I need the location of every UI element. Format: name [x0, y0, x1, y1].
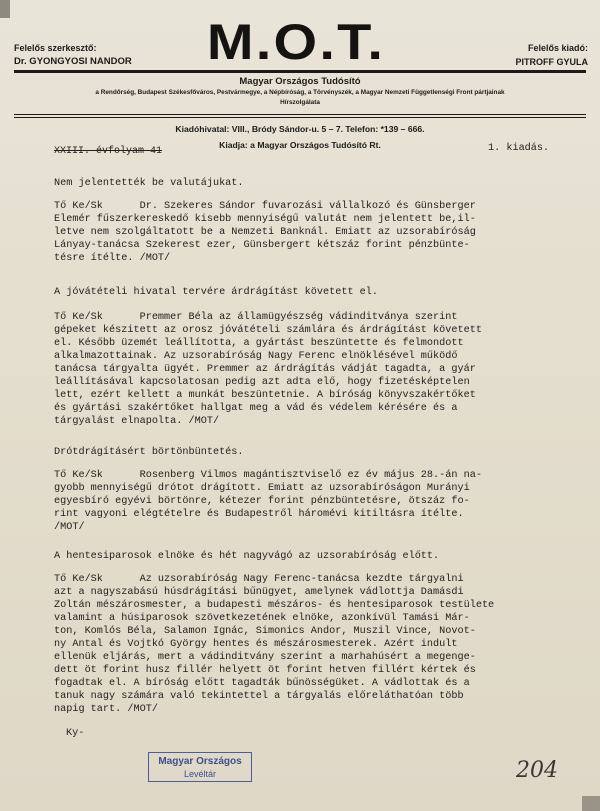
text-line: gyobb mennyiségű drótot drágított. Emiatt az uzsorabíróságon Murányi	[54, 483, 470, 494]
text-line: Lányay-tanácsa Szekerest ezer, Günsbergert kétszáz forint pénzbünte-	[54, 240, 470, 251]
edition-label: 1. kiadás.	[488, 143, 550, 154]
publishers-line	[14, 88, 586, 108]
editor-label: Felelős szerkesztő:	[14, 43, 97, 53]
office-address: Kiadóhivatal: VIII., Bródy Sándor-u. 5 – 7. Telefon: *139 – 666.	[175, 124, 425, 134]
editor-block	[14, 41, 132, 69]
text-line: rint vagyoni elégtételre és Budapestről háromévi kitiltásra ítélte.	[54, 509, 464, 520]
masthead-subtitle: Magyar Országos Tudósító	[239, 76, 361, 87]
archive-stamp	[148, 752, 252, 782]
article-2-headline: A jóvátételi hivatal tervére árdrágítást követett el.	[54, 287, 379, 298]
article-3-body	[54, 469, 482, 534]
publisher-block	[460, 41, 588, 69]
mot-logo: M.O.T.	[206, 14, 386, 70]
article-4-body	[54, 573, 494, 716]
text-line: Elemér fűszerkereskedő kisebb mennyiségű valutát nem jelentett be,il-	[54, 214, 476, 225]
text-line: leállításával kapcsolatosan pedig azt adta elő, hogy fizetésképtelen	[54, 377, 470, 388]
text-line: Tő Ke/Sk Dr. Szekeres Sándor fuvarozási vállalkozó és Günsberger	[54, 201, 476, 212]
publishers-line-2: Hírszolgálata	[280, 99, 320, 106]
stamp-line-1: Magyar Országos	[158, 756, 242, 767]
article-3-headline: Drótdrágításért börtönbüntetés.	[54, 447, 244, 458]
masthead-rule	[14, 117, 586, 118]
text-line: ellenük eljárás, mert a vádinditvány szerint a marhahúsért a megenge-	[54, 652, 476, 663]
article-2-body	[54, 311, 482, 428]
issuer-line: Kiadja: a Magyar Országos Tudósító Rt.	[219, 140, 381, 150]
publishers-line-1: a Rendőrség, Budapest Székesfőváros, Pestvármegye, a Népbíróság, a Törvényszék, a Magyar Nemzeti Függetlenségi Front pártjainak	[95, 89, 505, 96]
text-line: ny Antal és Vojtkó György hentes és mészárosmesterek. Azért indult	[54, 639, 458, 650]
text-line: letve nem szolgáltatott be a Nemzeti Banknál. Emiatt az uzsorabíróság	[54, 227, 476, 238]
date-line: XXIII. évfolyam 41	[54, 146, 163, 157]
masthead-rule	[14, 70, 586, 73]
text-line: és gyártási szakértőket hallgat meg a vád és védelem kérésére és a	[54, 403, 458, 414]
text-line: Tő Ke/Sk Rosenberg Vilmos magántisztviselő ez év május 28.-án na-	[54, 470, 482, 481]
text-line: dett öt forint husz fillér helyett öt forint hetven fillért kértek és	[54, 665, 476, 676]
scan-edge	[582, 796, 600, 811]
stamp-line-2: Levéltár	[183, 769, 217, 779]
closing-mark: Ky-	[66, 728, 85, 739]
text-line: valamint a húsiparosok szövetkezetének elnöke, azonkívül Tamási Már-	[54, 613, 470, 624]
article-4-headline: A hentesiparosok elnöke és hét nagyvágó az uzsorabíróság előtt.	[54, 551, 440, 562]
text-line: el. Később üzemét leállította, a gyártást beszüntette és felmondott	[54, 338, 464, 349]
text-line: tésre ítélte. /MOT/	[54, 253, 171, 264]
publisher-name: PITROFF GYULA	[515, 57, 588, 67]
text-line: Tő Ke/Sk Az uzsorabíróság Nagy Ferenc-tanácsa kezdte tárgyalni	[54, 574, 464, 585]
text-line: /MOT/	[54, 522, 85, 533]
text-line: Zoltán mészárosmester, a budapesti mészáros- és hentesiparosok testülete	[54, 600, 495, 611]
text-line: fogadtak el. A bíróság előtt tagadták bűnösségüket. A vádlottak és a	[54, 678, 470, 689]
text-line: alkalmazottainak. Az uzsorabíróság Nagy Ferenc elnöklésével működő	[54, 351, 458, 362]
text-line: tárgyalást elnapolta. /MOT/	[54, 416, 220, 427]
text-line: egyesbíró egyévi börtönre, kétezer forint pénzbüntetésre, ötszáz fo-	[54, 496, 470, 507]
text-line: tanácsa tárgyalta ügyét. Premmer az árdrágítás vádját tagadta, a gyár	[54, 364, 476, 375]
article-1-body	[54, 200, 476, 265]
publisher-label: Felelős kiadó:	[527, 43, 588, 53]
text-line: Tő Ke/Sk Premmer Béla az államügyészség vádinditványa szerint	[54, 312, 458, 323]
text-line: azt a nagyszabású húsdrágítási bűnügyet, amelynek vádlottja Damásdi	[54, 587, 464, 598]
handwritten-page-number: 204	[516, 758, 558, 783]
text-line: gépeket készitett az orosz jóvátételi számlára és árdrágítást követett	[54, 325, 482, 336]
text-line: lett, ezért kellett a munkát beszüntetnie. A bíróság könyvszakértőket	[54, 390, 476, 401]
article-1-headline: Nem jelentették be valutájukat.	[54, 178, 244, 189]
masthead	[0, 0, 600, 150]
editor-name: Dr. GYONGYOSI NANDOR	[14, 56, 132, 67]
text-line: tanuk nagy számára való tekintettel a tárgyalás előreláthatóan több	[54, 691, 464, 702]
masthead-rule	[14, 114, 586, 115]
text-line: napig tart. /MOT/	[54, 704, 158, 715]
text-line: ton, Komlós Béla, Salamon Ignác, Simonics Andor, Muszil Vince, Novot-	[54, 626, 476, 637]
